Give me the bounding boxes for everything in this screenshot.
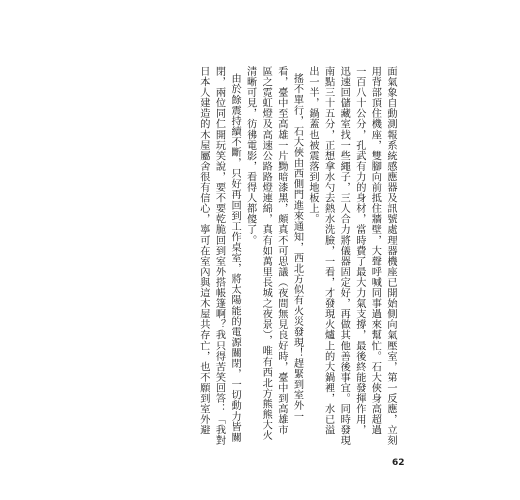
paragraph-1: 面氣象自動測報系統感應器及訊號處理器機座已開始側向氣壓室，第一反應，立刻 用背部頂住機座，雙腳向前抵住牆壁，大聲呼喊同事過來幫忙。石大俠身高超過 一百八十公分，孔武有力的身材，當時費了最大力氣支撐，最後終能發揮作用， 迅速回儲藏室找一些繩子，三人合力將儀器固定好，再做其他善後事宜。同時發現 南點三十五分，正想拿水勺去熱水洗臉，一看，才發現火爐上的大鍋裡，水已溢 出一半，鍋蓋也被震落到地板上。: [307, 66, 396, 446]
vertical-text-body: [195, 66, 398, 446]
page-number: 62: [392, 458, 405, 468]
paragraph-2: 搖不單行，石大俠由西側門進來通知，西北方似有火災發現！趕緊到室外一 看，臺中至高雄一片黝暗漆黑，頗真不可思議（夜間無見良好時，臺中到高雄市 區之霓虹燈及高速公路路燈連綿，真有如萬里長城之夜景），唯有西北方熊熊大火 清晰可見，彷彿電影，看得人都傻了。: [244, 66, 303, 441]
paragraph-3: 由於餘震持續不斷，只好再回到工作桌室，將太陽能的電源關閉，一切動力皆關 閉，兩位同仁開玩笑說，要不要乾脆回到室外搭帳篷啊？我只得苦笑回答：「我對 日本人建造的木屋屬舍很有信心，寧可在室內與這木屋共存亡，也不願到室外避: [197, 66, 241, 446]
